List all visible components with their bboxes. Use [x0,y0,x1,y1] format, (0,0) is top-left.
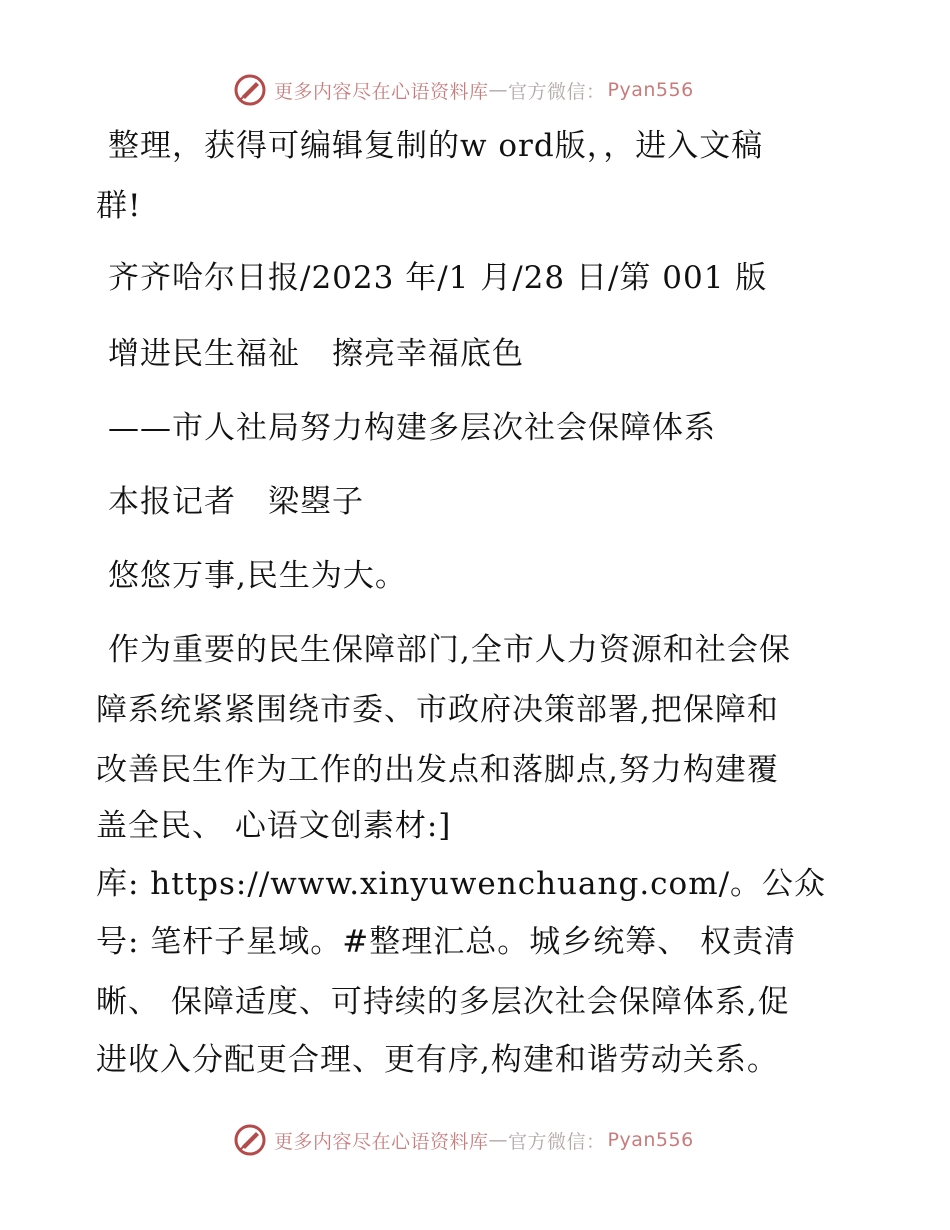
watermark-separator: — [488,1129,509,1151]
paragraph-line: 号: 笔杆子星域。#整理汇总。城乡统筹、 权责清 [96,924,797,960]
article-byline: 本报记者 梁曌子 [108,484,364,520]
article-title: 增进民生福祉 擦亮幸福底色 [108,336,524,372]
quill-logo-icon [232,1122,268,1158]
watermark-official-label: 官方微信： [508,80,606,103]
watermark-wechat-id: Pyan556 [607,1129,694,1151]
text-line-intro-cont: 群! [96,188,142,224]
footer-watermark [232,1120,694,1160]
quill-logo-icon [232,72,268,108]
watermark-official-label: 官方微信： [508,1130,606,1153]
paragraph-line: 盖全民、 心语文创素材:] [96,808,452,844]
paragraph-line: 改善民生作为工作的出发点和落脚点,努力构建覆 [96,752,779,788]
text-line-source: 齐齐哈尔日报/2023 年/1 月/28 日/第 001 版 [108,260,768,296]
watermark-main-text: 更多内容尽在心语资料库 [274,80,489,103]
watermark-main-text: 更多内容尽在心语资料库 [274,1130,489,1153]
paragraph-line: 库: https://www.xinyuwenchuang.com/。公众 [96,866,827,902]
paragraph-line: 悠悠万事,民生为大。 [108,558,407,594]
header-watermark [232,70,694,110]
paragraph-line: 障系统紧紧围绕市委、市政府决策部署,把保障和 [96,692,779,728]
paragraph-line: 进收入分配更合理、更有序,构建和谐劳动关系。 [96,1042,779,1078]
article-subtitle: ——市人社局努力构建多层次社会保障体系 [108,410,716,446]
watermark-separator: — [488,79,509,101]
text-line-intro: 整理，获得可编辑复制的w ord版，，进入文稿 [108,128,764,164]
watermark-wechat-id: Pyan556 [607,79,694,101]
paragraph-line: 作为重要的民生保障部门,全市人力资源和社会保 [108,632,791,668]
paragraph-line: 晰、 保障适度、可持续的多层次社会保障体系,促 [96,984,790,1020]
